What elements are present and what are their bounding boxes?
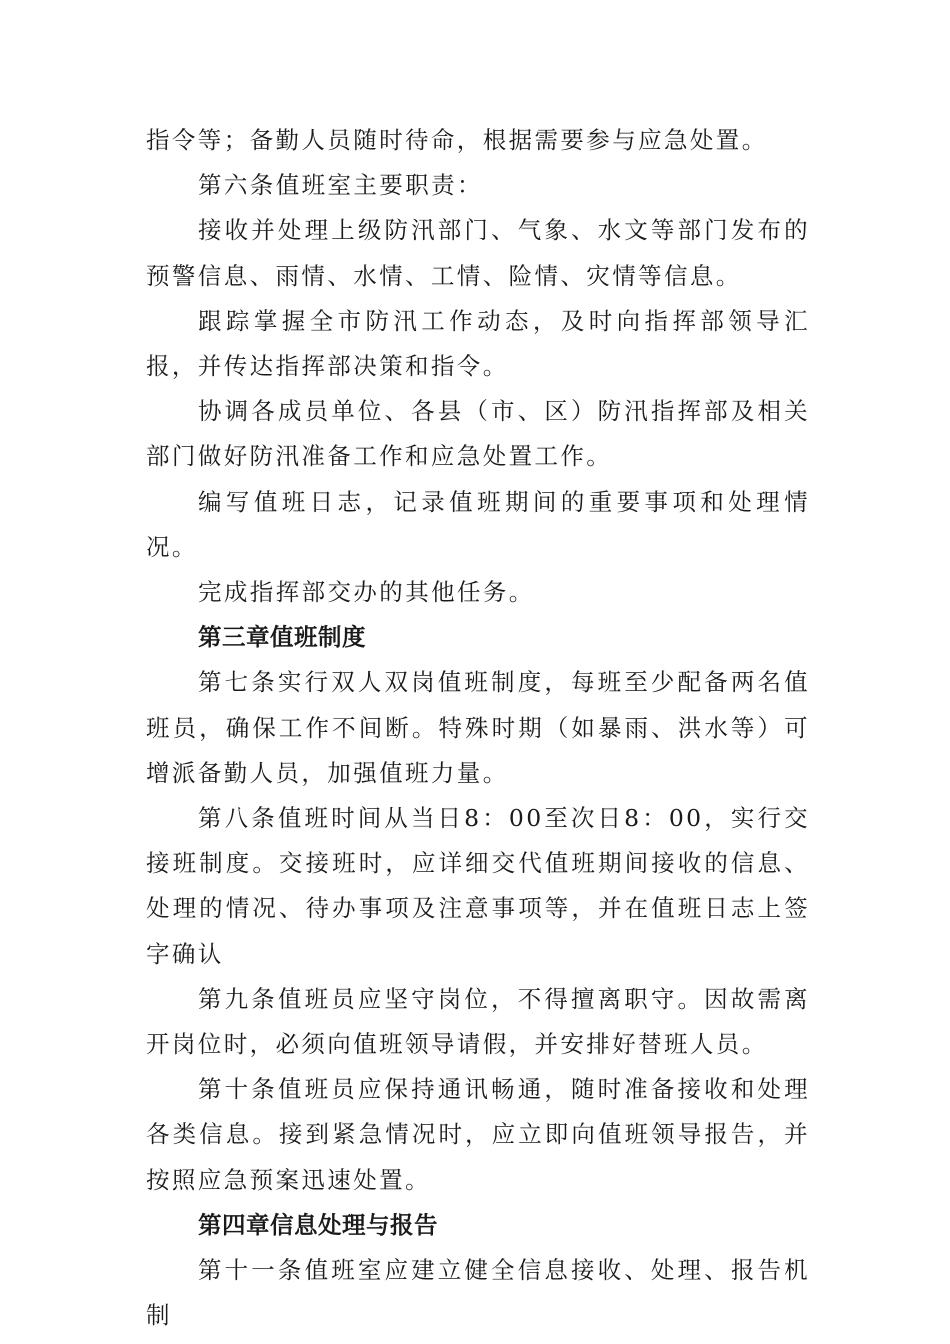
paragraph-continuation: 指令等；备勤人员随时待命，根据需要参与应急处置。 (146, 126, 768, 154)
article-9: 第九条值班员应坚守岗位，不得擅离职守。因故需离开岗位时，必须向值班领导请假，并安排好替班人员。 (146, 984, 810, 1059)
duty-item-write-log: 编写值班日志，记录值班期间的重要事项和处理情况。 (146, 487, 810, 561)
chapter-3-heading: 第三章值班制度 (198, 623, 366, 652)
duty-item-receive-warnings: 接收并处理上级防汛部门、气象、水文等部门发布的预警信息、雨情、水情、工情、险情、灾情等信息。 (146, 216, 810, 290)
document-body (146, 118, 810, 1338)
article-10: 第十条值班员应保持通讯畅通，随时准备接收和处理各类信息。接到紧急情况时，应立即向值班领导报告，并按照应急预案迅速处置。 (146, 1075, 810, 1194)
duty-item-other-tasks: 完成指挥部交办的其他任务。 (198, 578, 535, 607)
article-8: 第八条值班时间从当日8：00至次日8：00，实行交接班制度。交接班时，应详细交代值班期间接收的信息、处理的情况、待办事项及注意事项等，并在值班日志上签字确认 (146, 804, 810, 968)
duty-item-track-dynamics: 跟踪掌握全市防汛工作动态，及时向指挥部领导汇报，并传达指挥部决策和指令。 (146, 306, 810, 381)
article-7: 第七条实行双人双岗值班制度，每班至少配备两名值班员，确保工作不间断。特殊时期（如暴雨、洪水等）可增派备勤人员，加强值班力量。 (146, 668, 810, 787)
article-6-title: 第六条值班室主要职责： (198, 171, 483, 200)
duty-item-coordinate: 协调各成员单位、各县（市、区）防汛指挥部及相关部门做好防汛准备工作和应急处置工作。 (146, 397, 810, 471)
chapter-4-heading: 第四章信息处理与报告 (198, 1210, 438, 1239)
article-11: 第十一条值班室应建立健全信息接收、处理、报告机制 (146, 1256, 810, 1330)
